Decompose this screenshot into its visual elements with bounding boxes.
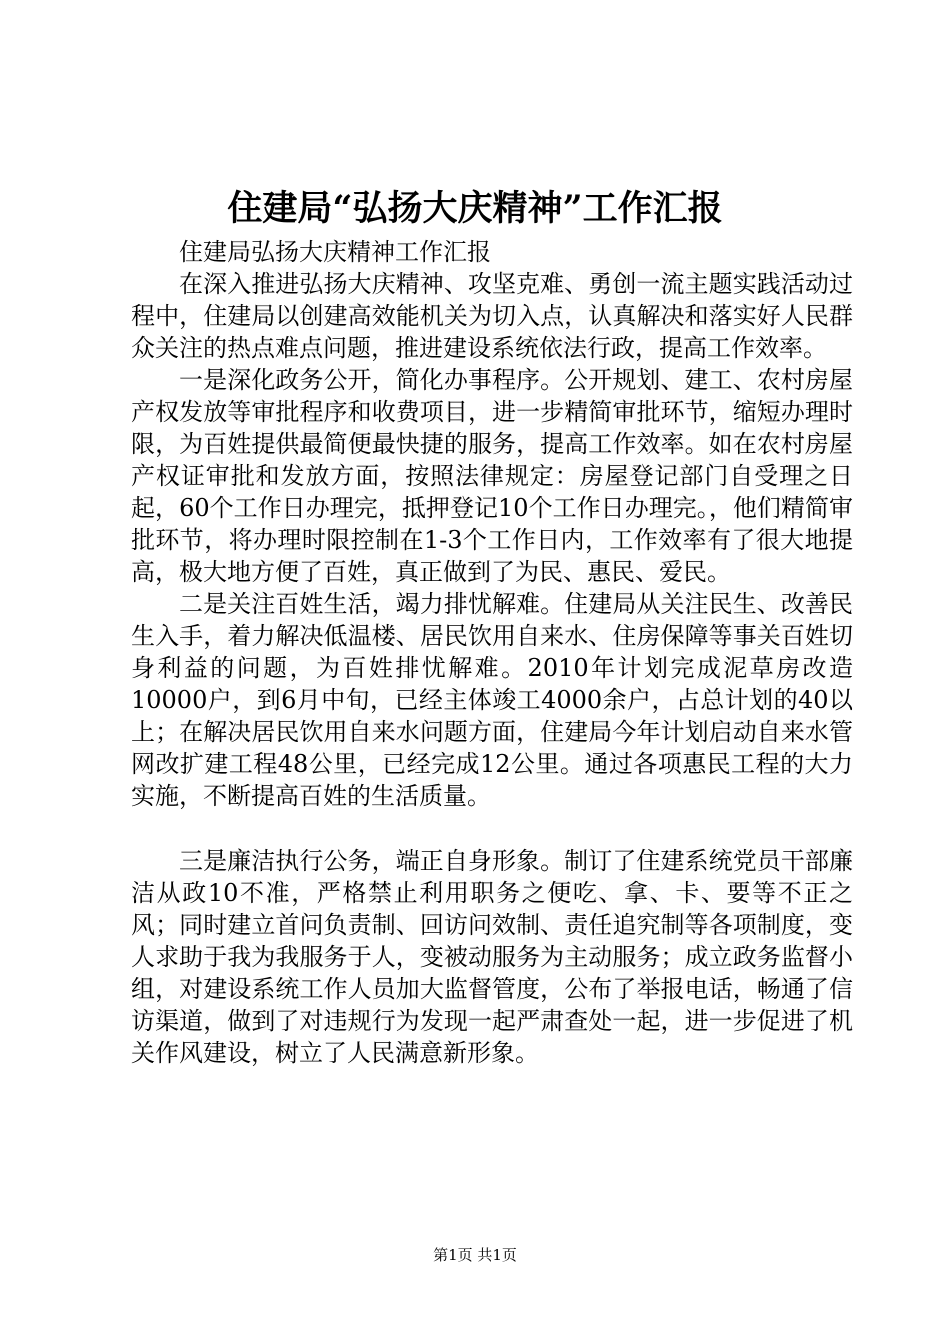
paragraph-one: 一是深化政务公开，简化办事程序。公开规划、建工、农村房屋产权发放等审批程序和收费项目，进一步精简审批环节，缩短办理时限，为百姓提供最简便最快捷的服务，提高工作效率。如在农村房屋产权证审批和发放方面，按照法律规定：房屋登记部门自受理之日起，60个工作日办理完，抵押登记10个工作日办理完。，他们精简审批环节，将办理时限控制在1-3个工作日内，工作效率有了很大地提高，极大地方便了百姓，真正做到了为民、惠民、爱民。 bbox=[131, 366, 853, 586]
document-body bbox=[131, 236, 853, 1069]
paragraph-three: 三是廉洁执行公务，端正自身形象。制订了住建系统党员干部廉洁从政10不准，严格禁止利用职务之便吃、拿、卡、要等不正之风；同时建立首问负责制、回访问效制、责任追究制等各项制度，变人求助于我为我服务于人，变被动服务为主动服务；成立政务监督小组，对建设系统工作人员加大监督管度，公布了举报电话，畅通了信访渠道，做到了对违规行为发现一起严肃查处一起，进一步促进了机关作风建设，树立了人民满意新形象。 bbox=[131, 847, 853, 1067]
paragraph-intro: 在深入推进弘扬大庆精神、攻坚克难、勇创一流主题实践活动过程中，住建局以创建高效能机关为切入点，认真解决和落实好人民群众关注的热点难点问题，推进建设系统依法行政，提高工作效率。 bbox=[131, 270, 853, 362]
paragraph-gap bbox=[131, 812, 853, 845]
paragraph-two: 二是关注百姓生活，竭力排忧解难。住建局从关注民生、改善民生入手，着力解决低温楼、居民饮用自来水、住房保障等事关百姓切身利益的问题，为百姓排忧解难。2010年计划完成泥草房改造10000户，到6月中旬，已经主体竣工4000余户，占总计划的40以上；在解决居民饮用自来水问题方面，住建局今年计划启动自来水管网改扩建工程48公里，已经完成12公里。通过各项惠民工程的大力实施，不断提高百姓的生活质量。 bbox=[131, 590, 853, 810]
document-title: 住建局“弘扬大庆精神”工作汇报 bbox=[227, 188, 723, 229]
page-footer: 第1页 共1页 bbox=[433, 1246, 517, 1264]
document-subtitle: 住建局弘扬大庆精神工作汇报 bbox=[179, 238, 491, 266]
